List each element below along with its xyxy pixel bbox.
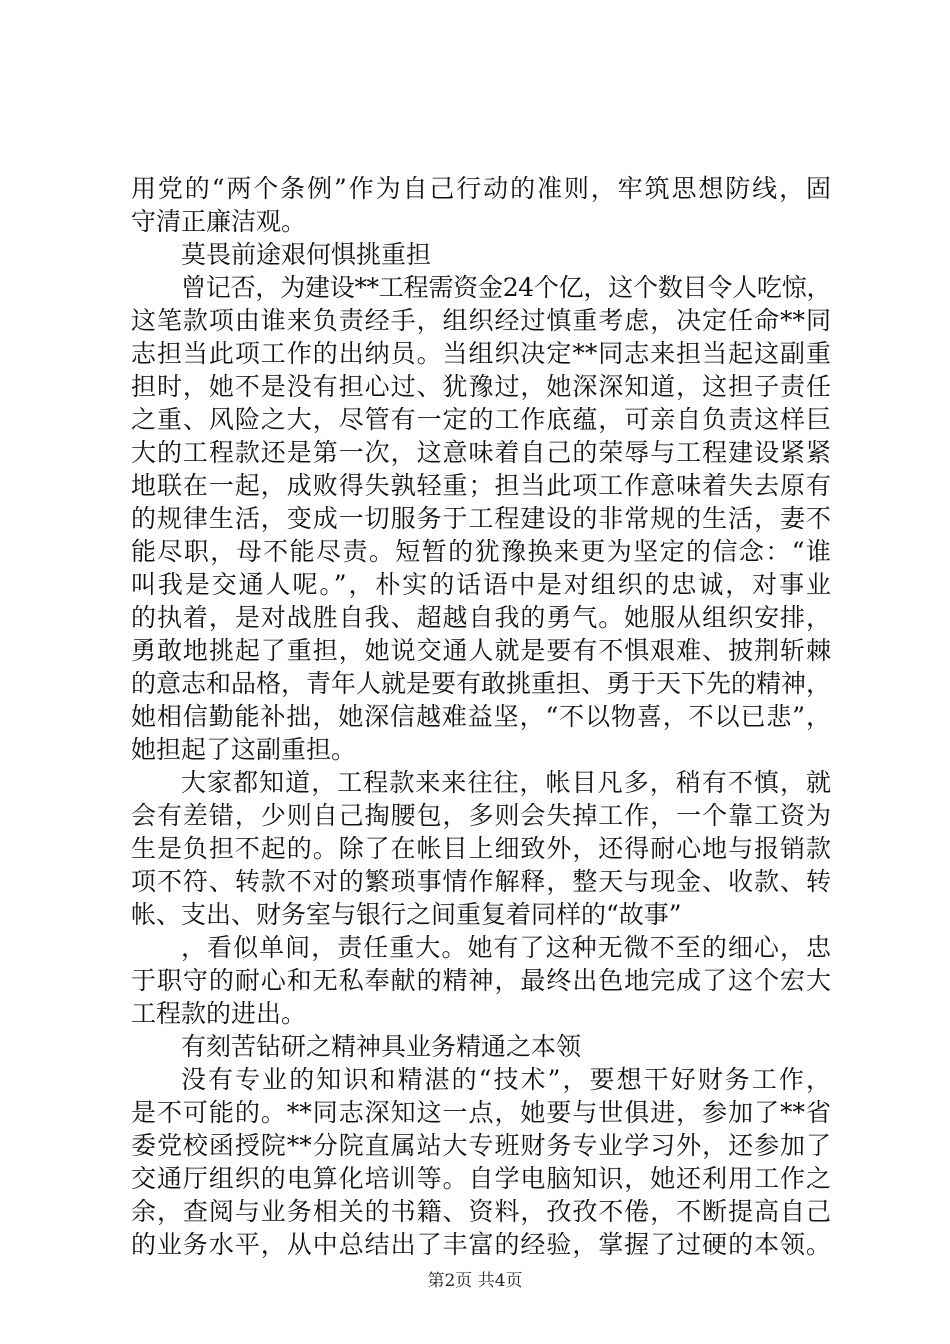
text-line: 的执着，是对战胜自我、超越自我的勇气。她服从组织安排， — [131, 603, 831, 632]
text-line: 会有差错，少则自己掏腰包，多则会失掉工作，一个靠工资为 — [131, 801, 831, 830]
text-line: 没有专业的知识和精湛的“技术”，要想干好财务工作， — [181, 1065, 831, 1094]
text-line: 工程款的进出。 — [131, 999, 307, 1028]
text-line: 大家都知道，工程款来来往往，帐目凡多，稍有不慎，就 — [181, 768, 831, 797]
text-line: 志担当此项工作的出纳员。当组织决定**同志来担当起这副重 — [131, 339, 831, 368]
document-body — [131, 172, 831, 1261]
text-line: 地联在一起，成败得失孰轻重；担当此项工作意味着失去原有 — [131, 471, 831, 500]
page-footer: 第2页 共4页 — [427, 1271, 523, 1291]
text-line: 守清正廉洁观。 — [131, 207, 307, 236]
text-line: 的意志和品格，青年人就是要有敢挑重担、勇于天下先的精神， — [131, 669, 831, 698]
section-heading: 有刻苦钻研之精神具业务精通之本领 — [181, 1032, 582, 1061]
text-line: 担时，她不是没有担心过、犹豫过，她深深知道，这担子责任 — [131, 372, 831, 401]
text-line: 是不可能的。**同志深知这一点，她要与世俱进，参加了**省 — [131, 1098, 831, 1127]
text-line: 用党的“两个条例”作为自己行动的准则，牢筑思想防线，固 — [131, 174, 831, 203]
text-line: 交通厅组织的电算化培训等。自学电脑知识，她还利用工作之 — [131, 1164, 831, 1193]
text-line: 项不符、转款不对的繁琐事情作解释，整天与现金、收款、转 — [131, 867, 831, 896]
text-line: 之重、风险之大，尽管有一定的工作底蕴，可亲自负责这样巨 — [131, 405, 831, 434]
text-line: 的规律生活，变成一切服务于工程建设的非常规的生活，妻不 — [131, 504, 831, 533]
text-line: 生是负担不起的。除了在帐目上细致外，还得耐心地与报销款 — [131, 834, 831, 863]
text-line: 委党校函授院**分院直属站大专班财务专业学习外，还参加了 — [131, 1131, 831, 1160]
text-line: 叫我是交通人呢。”，朴实的话语中是对组织的忠诚，对事业 — [131, 570, 831, 599]
text-line: 大的工程款还是第一次，这意味着自己的荣辱与工程建设紧紧 — [131, 438, 831, 467]
text-line: 于职守的耐心和无私奉献的精神，最终出色地完成了这个宏大 — [131, 966, 831, 995]
text-line: 这笔款项由谁来负责经手，组织经过慎重考虑，决定任命**同 — [131, 306, 831, 335]
text-line: 的业务水平，从中总结出了丰富的经验，掌握了过硬的本领。 — [131, 1230, 831, 1259]
text-line: 她担起了这副重担。 — [131, 735, 357, 764]
text-line: 曾记否，为建设**工程需资金24个亿，这个数目令人吃惊， — [181, 273, 831, 302]
text-line: 余，查阅与业务相关的书籍、资料，孜孜不倦，不断提高自己 — [131, 1197, 831, 1226]
text-line: 她相信勤能补拙，她深信越难益坚，“不以物喜，不以已悲”， — [131, 702, 831, 731]
section-heading: 莫畏前途艰何惧挑重担 — [181, 240, 432, 269]
text-line: 能尽职，母不能尽责。短暂的犹豫换来更为坚定的信念：“谁 — [131, 537, 831, 566]
text-line: 勇敢地挑起了重担，她说交通人就是要有不惧艰难、披荆斩棘 — [131, 636, 831, 665]
text-line: ，看似单间，责任重大。她有了这种无微不至的细心，忠 — [181, 933, 831, 962]
text-line: 帐、支出、财务室与银行之间重复着同样的“故事” — [131, 900, 682, 929]
